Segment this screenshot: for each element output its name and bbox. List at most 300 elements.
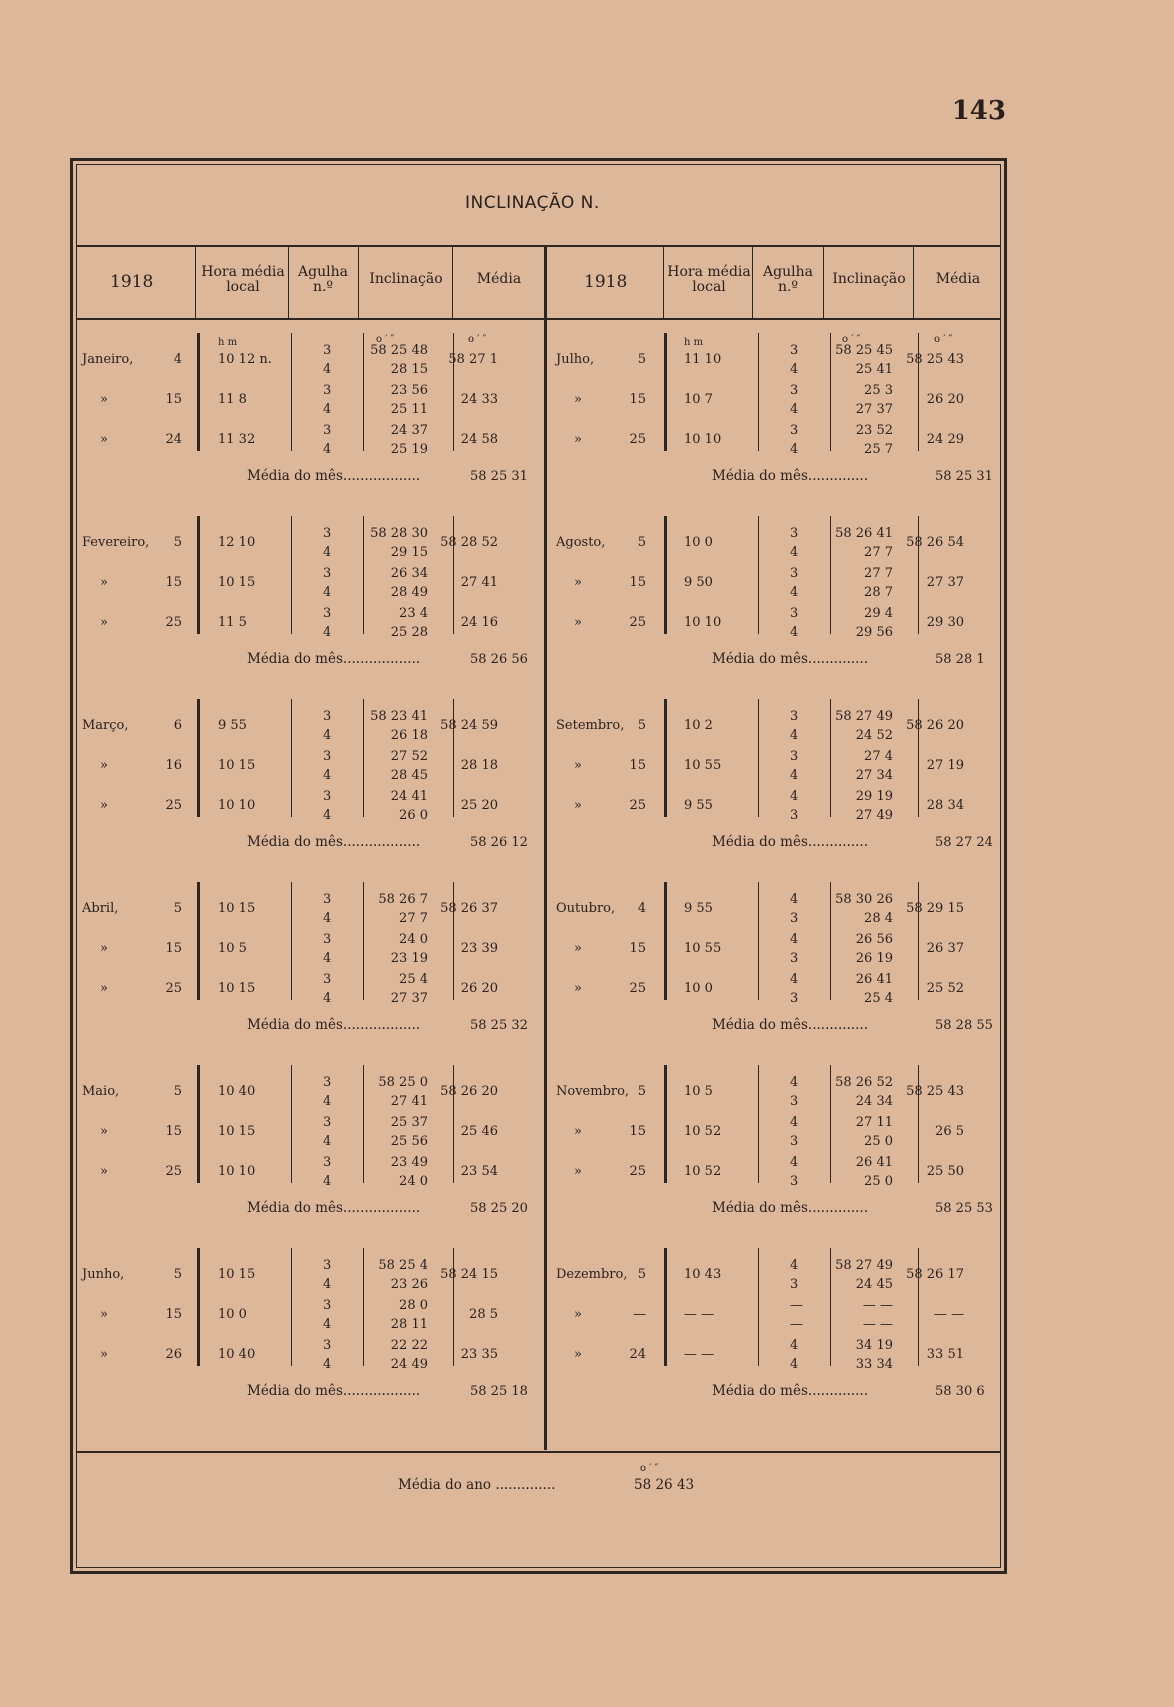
media-value: 24 16 [460,615,498,630]
units-dms-media-left: o ′ ″ [468,334,487,345]
inclination-value: 29 15 [390,545,428,560]
row-divider [363,333,364,451]
inclination-value: 25 0 [864,1174,893,1189]
month-mean-value: 58 26 56 [470,652,528,667]
time-value: 10 12 n. [218,352,272,367]
time-value: 10 2 [684,718,713,733]
day-value: 15 [165,1124,182,1139]
needle-number: 4 [790,1357,799,1372]
inclination-value: 25 4 [864,991,893,1006]
month-mean-value: 58 28 55 [935,1018,993,1033]
inclination-value: 23 49 [390,1155,428,1170]
inclination-value: 27 7 [864,566,893,581]
media-value: 33 51 [926,1347,964,1362]
month-mean-label-text: Média do mês [712,1200,808,1216]
ditto-mark: » [574,941,582,956]
inclination-value: 27 11 [855,1115,893,1130]
inclination-value: 58 25 0 [378,1075,428,1090]
day-value: 5 [173,901,182,916]
units-hm-left: h m [218,337,238,348]
month-mean-label: Média do mês.................. [247,1017,421,1033]
time-value: 10 52 [684,1164,722,1179]
media-value: 23 39 [460,941,498,956]
inclination-value: 24 37 [390,423,428,438]
media-value: 24 29 [926,432,964,447]
time-value: 11 32 [218,432,256,447]
units-hm-right: h m [684,337,704,348]
row-divider [363,516,364,634]
ditto-mark: » [100,798,108,813]
time-value: 10 0 [684,981,713,996]
inclination-value: 58 26 41 [835,526,893,541]
month-mean-value: 58 25 32 [470,1018,528,1033]
header-separator [663,245,664,318]
media-value: 58 25 43 [906,352,964,367]
month-mean-value: 58 27 24 [935,835,993,850]
media-value: 58 26 17 [906,1267,964,1282]
row-divider [758,699,759,817]
month-mean-value: 58 25 31 [935,469,993,484]
month-name: Janeiro, [82,352,134,367]
inclination-value: 26 18 [390,728,428,743]
day-value: 5 [637,535,646,550]
media-value: 26 20 [926,392,964,407]
media-value: 27 37 [926,575,964,590]
ditto-mark: » [574,1307,582,1322]
needle-number: 4 [323,442,332,457]
media-value: 27 41 [460,575,498,590]
media-value: 24 58 [460,432,498,447]
header-separator [195,245,196,318]
inclination-value: 27 49 [855,808,893,823]
month-mean-value: 58 25 18 [470,1384,528,1399]
time-value: 10 0 [218,1307,247,1322]
inclination-value: 25 56 [390,1134,428,1149]
time-value: 10 5 [684,1084,713,1099]
inclination-value: 25 0 [864,1134,893,1149]
row-divider [291,333,292,451]
year-mean-label: Média do ano .............. [398,1477,556,1493]
month-mean-label-text: Média do mês [247,834,343,850]
month-name: Novembro, [556,1084,630,1099]
needle-number: 3 [323,606,332,621]
inclination-value: 58 25 4 [378,1258,428,1273]
day-value: 15 [629,392,646,407]
inclination-value: 24 45 [855,1277,893,1292]
needle-number: 3 [790,423,799,438]
needle-number: 4 [790,585,799,600]
page-number: 143 [951,96,1006,126]
header-inclinacao-right: Inclinação [832,271,906,287]
row-divider [363,1248,364,1366]
month-mean-label-text: Média do mês [712,1017,808,1033]
time-value: — — [684,1307,715,1322]
row-divider [363,1065,364,1183]
inclination-value: 24 0 [399,1174,428,1189]
row-divider-thick [664,516,667,634]
needle-number: 3 [790,1277,799,1292]
row-divider [758,1065,759,1183]
row-divider [758,1248,759,1366]
row-divider-thick [197,699,200,817]
row-divider [291,882,292,1000]
needle-number: 4 [323,1277,332,1292]
month-mean-label: Média do mês.................. [247,468,421,484]
media-value: 27 19 [926,758,964,773]
month-name: Junho, [82,1267,125,1282]
media-value: 23 35 [460,1347,498,1362]
ditto-mark: » [574,1164,582,1179]
needle-number: 4 [790,768,799,783]
day-value: 26 [165,1347,182,1362]
media-value: 28 18 [460,758,498,773]
month-mean-value: 58 30 6 [935,1384,985,1399]
month-mean-label-text: Média do mês [247,651,343,667]
center-divider [544,245,547,1450]
needle-number: 3 [323,709,332,724]
needle-number: 4 [323,545,332,560]
inclination-value: 34 19 [855,1338,893,1353]
row-divider [830,699,831,817]
needle-number: 3 [323,383,332,398]
row-divider [363,882,364,1000]
header-separator [358,245,359,318]
month-mean-label: Média do mês.................. [247,651,421,667]
month-mean-value: 58 28 1 [935,652,985,667]
needle-number: 3 [323,1298,332,1313]
needle-number: — [790,1317,803,1332]
needle-number: 3 [790,911,799,926]
needle-number: 4 [790,362,799,377]
month-mean-label: Média do mês.................. [247,1200,421,1216]
month-name: Outubro, [556,901,616,916]
day-value: 5 [173,535,182,550]
inclination-value: 26 19 [855,951,893,966]
ditto-mark: » [100,1307,108,1322]
day-value: 25 [629,615,646,630]
row-divider-thick [197,1065,200,1183]
day-value: 15 [629,941,646,956]
month-name: Dezembro, [556,1267,628,1282]
inclination-value: 29 4 [864,606,893,621]
header-bottom-rule [76,318,1001,320]
media-value: 58 26 54 [906,535,964,550]
media-value: 58 27 1 [448,352,498,367]
day-value: 24 [165,432,182,447]
inclination-value: 26 0 [399,808,428,823]
media-value: 58 26 20 [440,1084,498,1099]
inclination-value: 27 37 [855,402,893,417]
day-value: 15 [629,758,646,773]
time-value: 10 15 [218,1124,256,1139]
row-divider-thick [664,333,667,451]
time-value: 9 55 [218,718,247,733]
inclination-value: 24 0 [399,932,428,947]
row-divider [830,882,831,1000]
day-value: 25 [629,798,646,813]
inclination-value: 28 4 [864,911,893,926]
row-divider [291,699,292,817]
inclination-value: 24 52 [855,728,893,743]
row-divider-thick [664,1065,667,1183]
month-mean-label-text: Média do mês [247,1200,343,1216]
time-value: 10 40 [218,1084,256,1099]
time-value: 10 15 [218,901,256,916]
day-value: 5 [637,1084,646,1099]
ditto-mark: » [574,981,582,996]
media-value: 58 24 59 [440,718,498,733]
needle-number: 3 [790,1134,799,1149]
media-value: 25 50 [926,1164,964,1179]
month-name: Fevereiro, [82,535,150,550]
day-value: 5 [173,1267,182,1282]
row-divider-thick [197,333,200,451]
needle-number: 3 [790,951,799,966]
media-value: 26 20 [460,981,498,996]
inclination-value: 58 26 7 [378,892,428,907]
needle-number: 4 [790,1075,799,1090]
time-value: 10 15 [218,758,256,773]
inclination-value: 58 26 52 [835,1075,893,1090]
row-divider [830,516,831,634]
header-separator [752,245,753,318]
month-name: Julho, [556,352,595,367]
day-value: 25 [629,1164,646,1179]
needle-number: 4 [323,991,332,1006]
ditto-mark: » [100,941,108,956]
ditto-mark: » [100,392,108,407]
ditto-mark: » [100,1164,108,1179]
inclination-value: 27 41 [390,1094,428,1109]
inclination-value: 58 27 49 [835,1258,893,1273]
day-value: 24 [629,1347,646,1362]
month-mean-label: Média do mês.............. [712,468,868,484]
units-dms-incl-left: o ′ ″ [376,334,395,345]
inclination-value: 24 34 [855,1094,893,1109]
needle-number: 4 [323,402,332,417]
time-value: 9 55 [684,901,713,916]
needle-number: 3 [323,1338,332,1353]
needle-number: 3 [790,606,799,621]
media-value: 58 25 43 [906,1084,964,1099]
ditto-mark: » [574,1347,582,1362]
day-value: 25 [165,1164,182,1179]
day-value: 25 [165,981,182,996]
day-value: 5 [637,352,646,367]
inclination-value: 26 41 [855,972,893,987]
ditto-mark: » [100,1347,108,1362]
inclination-value: 25 3 [864,383,893,398]
ditto-mark: » [574,575,582,590]
day-value: 5 [637,1267,646,1282]
needle-number: 4 [790,1338,799,1353]
month-mean-label-text: Média do mês [712,1383,808,1399]
month-name: Março, [82,718,129,733]
ditto-mark: » [100,758,108,773]
units-dms-year: o ′ ″ [640,1463,659,1474]
needle-number: 3 [790,526,799,541]
needle-number: 4 [323,768,332,783]
inclination-value: 28 7 [864,585,893,600]
needle-number: 3 [790,1094,799,1109]
header-agulha-right: Agulha n.º [763,264,813,295]
month-mean-label: Média do mês.............. [712,834,868,850]
inclination-value: 25 11 [390,402,428,417]
media-value: 25 46 [460,1124,498,1139]
time-value: 10 15 [218,575,256,590]
month-mean-label: Média do mês.............. [712,1017,868,1033]
inclination-value: 27 4 [864,749,893,764]
media-value: 26 5 [935,1124,964,1139]
header-year-right: 1918 [584,272,628,292]
time-value: 10 15 [218,981,256,996]
inclination-value: 24 41 [390,789,428,804]
table-title: INCLINAÇÃO N. [465,193,600,213]
needle-number: 3 [790,1174,799,1189]
month-mean-label-text: Média do mês [712,834,808,850]
month-name: Setembro, [556,718,625,733]
header-hora-left: Hora média local [201,264,285,295]
needle-number: 3 [323,1075,332,1090]
month-mean-value: 58 25 53 [935,1201,993,1216]
needle-number: 4 [323,808,332,823]
row-divider [758,882,759,1000]
inclination-value: 28 45 [390,768,428,783]
header-separator [823,245,824,318]
day-value: 5 [637,718,646,733]
needle-number: 3 [323,892,332,907]
time-value: 9 50 [684,575,713,590]
row-divider [291,1065,292,1183]
ditto-mark: » [100,1124,108,1139]
needle-number: 4 [790,789,799,804]
day-value: 15 [629,1124,646,1139]
media-value: 29 30 [926,615,964,630]
inclination-value: 29 19 [855,789,893,804]
needle-number: 4 [790,1258,799,1273]
needle-number: 3 [790,991,799,1006]
day-value: 6 [173,718,182,733]
inclination-value: 24 49 [390,1357,428,1372]
time-value: 11 8 [218,392,247,407]
media-value: 58 28 52 [440,535,498,550]
needle-number: 4 [790,545,799,560]
time-value: — — [684,1347,715,1362]
needle-number: 4 [790,972,799,987]
inclination-value: 27 7 [399,911,428,926]
needle-number: 4 [790,1155,799,1170]
needle-number: 4 [790,892,799,907]
ditto-mark: » [574,798,582,813]
time-value: 12 10 [218,535,256,550]
needle-number: 3 [790,709,799,724]
inclination-value: 22 22 [390,1338,428,1353]
inclination-value: 58 28 30 [370,526,428,541]
month-mean-label-text: Média do mês [712,651,808,667]
row-divider [758,333,759,451]
needle-number: 4 [790,1115,799,1130]
needle-number: 3 [323,566,332,581]
header-separator [452,245,453,318]
needle-number: — [790,1298,803,1313]
inclination-value: 23 4 [399,606,428,621]
time-value: 10 10 [684,432,722,447]
inclination-value: 27 7 [864,545,893,560]
needle-number: 3 [323,789,332,804]
header-separator [913,245,914,318]
needle-number: 4 [323,1317,332,1332]
month-mean-label-text: Média do mês [247,468,343,484]
inclination-value: 28 11 [390,1317,428,1332]
ditto-mark: » [574,758,582,773]
needle-number: 3 [790,749,799,764]
time-value: 10 15 [218,1267,256,1282]
row-divider-thick [197,516,200,634]
month-mean-label: Média do mês.................. [247,834,421,850]
media-value: 28 5 [469,1307,498,1322]
inclination-value: 27 52 [390,749,428,764]
needle-number: 3 [323,972,332,987]
inclination-value: 28 0 [399,1298,428,1313]
row-divider [830,333,831,451]
day-value: 25 [165,798,182,813]
month-name: Abril, [82,901,119,916]
row-divider-thick [664,1248,667,1366]
ditto-mark: » [574,615,582,630]
month-mean-label-text: Média do mês [712,468,808,484]
row-divider [291,1248,292,1366]
ditto-mark: » [574,392,582,407]
inclination-value: 25 19 [390,442,428,457]
media-value: 28 34 [926,798,964,813]
media-value: 58 26 37 [440,901,498,916]
inclination-value: 23 56 [390,383,428,398]
inclination-value: — — [862,1317,893,1332]
ditto-mark: » [574,432,582,447]
needle-number: 3 [790,343,799,358]
header-year-left: 1918 [110,272,154,292]
time-value: 11 5 [218,615,247,630]
header-hora-right: Hora média local [667,264,751,295]
inclination-value: 23 19 [390,951,428,966]
ditto-mark: » [100,615,108,630]
inclination-value: 23 52 [855,423,893,438]
needle-number: 3 [323,1155,332,1170]
needle-number: 3 [323,343,332,358]
time-value: 9 55 [684,798,713,813]
needle-number: 3 [323,1115,332,1130]
time-value: 10 43 [684,1267,722,1282]
day-value: 25 [629,981,646,996]
header-separator [288,245,289,318]
needle-number: 3 [790,383,799,398]
needle-number: 4 [790,625,799,640]
day-value: 15 [629,575,646,590]
month-name: Agosto, [556,535,606,550]
row-divider-thick [664,882,667,1000]
row-divider [830,1065,831,1183]
day-value: 16 [165,758,182,773]
needle-number: 4 [323,1357,332,1372]
inclination-value: 28 49 [390,585,428,600]
inclination-value: 27 34 [855,768,893,783]
row-divider [363,699,364,817]
time-value: 10 40 [218,1347,256,1362]
time-value: 10 10 [684,615,722,630]
header-media-left: Média [476,271,522,287]
units-dms-incl-right: o ′ ″ [842,334,861,345]
ditto-mark: » [100,432,108,447]
